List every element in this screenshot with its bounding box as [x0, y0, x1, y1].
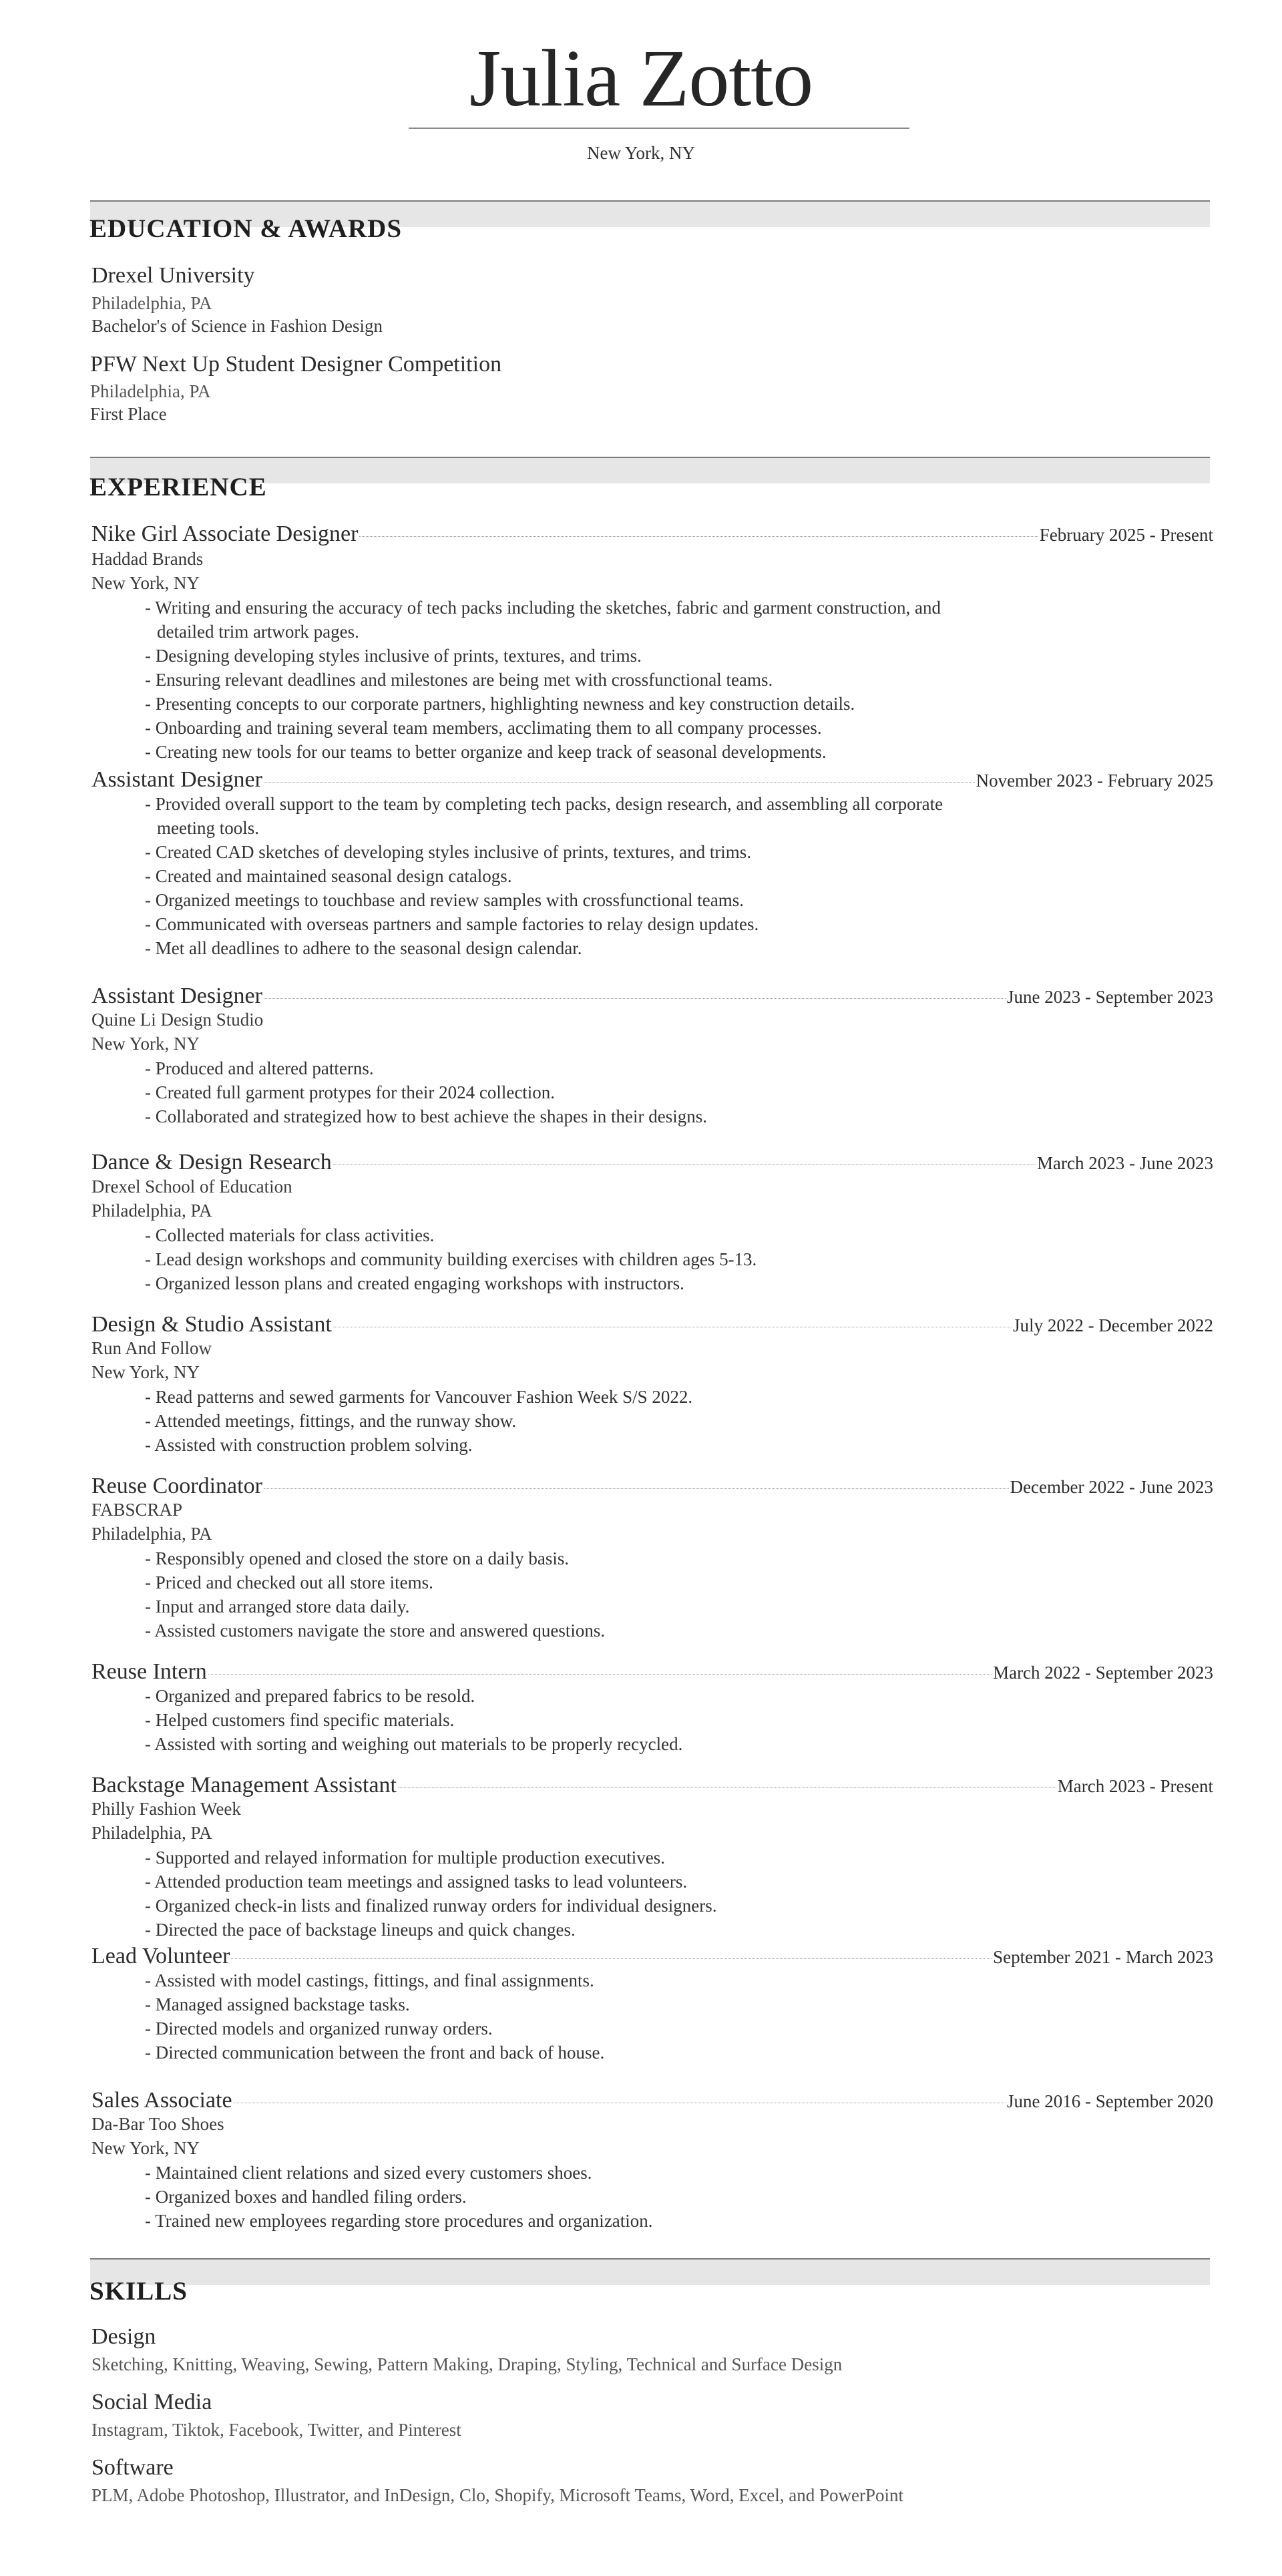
job-bullet-list: [145, 1223, 946, 1295]
job-location: New York, NY: [91, 1362, 200, 1382]
education-heading: EDUCATION & AWARDS: [89, 214, 403, 243]
job-bullet: - Collaborated and strategized how to best achieve the shapes in their designs.: [145, 1104, 946, 1128]
job-bullet: - Read patterns and sewed garments for Vancouver Fashion Week S/S 2022.: [145, 1385, 946, 1409]
job-bullet: - Produced and altered patterns.: [145, 1056, 946, 1080]
candidate-location: New York, NY: [586, 143, 695, 163]
award-title: PFW Next Up Student Designer Competition: [90, 352, 502, 377]
job-bullet: - Provided overall support to the team by completing tech packs, design research, and assembling all corporate meeting tools.: [145, 792, 946, 840]
dotted-leader: [264, 998, 1006, 999]
job-title: Design & Studio Assistant: [91, 1312, 332, 1337]
job-title-row: [91, 1149, 1213, 1176]
job-dates: June 2016 - September 2020: [1007, 2091, 1213, 2111]
job-bullet: - Responsibly opened and closed the store on a daily basis.: [145, 1546, 946, 1570]
skill-group-items: Sketching, Knitting, Weaving, Sewing, Pattern Making, Draping, Styling, Technical and Surface Design: [91, 2354, 843, 2374]
skill-group-name: Social Media: [91, 2390, 212, 2414]
job-company: Quine Li Design Studio: [91, 1010, 264, 1030]
job-bullet: - Organized and prepared fabrics to be resold.: [145, 1684, 946, 1708]
job-bullet-list: [145, 1684, 946, 1756]
education-title: Drexel University: [91, 263, 255, 288]
job-company: Da-Bar Too Shoes: [91, 2114, 224, 2134]
job-bullet: - Collected materials for class activities.: [145, 1223, 946, 1247]
dotted-leader: [208, 1674, 992, 1675]
job-bullet: - Organized lesson plans and created engaging workshops with instructors.: [145, 1271, 946, 1295]
job-bullet-list: [145, 792, 946, 960]
job-bullet: - Met all deadlines to adhere to the seasonal design calendar.: [145, 936, 946, 960]
job-bullet-list: [145, 1968, 946, 2065]
education-degree: Bachelor's of Science in Fashion Design: [91, 316, 383, 336]
job-title: Reuse Intern: [91, 1659, 207, 1684]
job-company: Haddad Brands: [91, 549, 204, 569]
job-company: Philly Fashion Week: [91, 1799, 241, 1819]
job-bullet-list: [145, 2161, 946, 2233]
job-title-row: [91, 1473, 1213, 1500]
job-bullet: - Helped customers find specific materials.: [145, 1708, 946, 1732]
job-title: Assistant Designer: [91, 984, 262, 1008]
job-bullet: - Designing developing styles inclusive of prints, textures, and trims.: [145, 644, 946, 668]
job-title-row: [91, 2087, 1213, 2114]
job-bullet: - Created full garment protypes for their 2024 collection.: [145, 1080, 946, 1104]
job-bullet-list: [145, 1546, 946, 1643]
job-bullet: - Input and arranged store data daily.: [145, 1594, 946, 1619]
job-dates: June 2023 - September 2023: [1007, 987, 1213, 1007]
job-title: Sales Associate: [91, 2088, 232, 2113]
job-title-row: [91, 521, 1213, 548]
skill-group-items: Instagram, Tiktok, Facebook, Twitter, and Pinterest: [91, 2420, 461, 2440]
job-bullet: - Attended production team meetings and assigned tasks to lead volunteers.: [145, 1870, 946, 1894]
job-location: Philadelphia, PA: [91, 1201, 212, 1221]
job-title-row: [91, 1943, 1213, 1970]
name-underline: [409, 128, 909, 129]
dotted-leader: [398, 1787, 1056, 1788]
candidate-name: Julia Zotto: [469, 33, 813, 124]
job-bullet: - Created CAD sketches of developing styles inclusive of prints, textures, and trims.: [145, 840, 946, 864]
job-title-row: [91, 1311, 1213, 1338]
job-bullet: - Assisted with construction problem solving.: [145, 1433, 946, 1457]
job-dates: December 2022 - June 2023: [1010, 1477, 1213, 1497]
job-bullet: - Directed communication between the front and back of house.: [145, 2041, 946, 2065]
award-result: First Place: [90, 404, 167, 424]
award-location: Philadelphia, PA: [90, 381, 211, 401]
job-bullet: - Directed models and organized runway orders.: [145, 2016, 946, 2041]
job-bullet: - Writing and ensuring the accuracy of tech packs including the sketches, fabric and garment construction, and detailed trim artwork pages.: [145, 596, 946, 644]
job-bullet: - Managed assigned backstage tasks.: [145, 1992, 946, 2016]
job-dates: February 2025 - Present: [1039, 525, 1213, 545]
job-dates: November 2023 - February 2025: [976, 771, 1213, 791]
dotted-leader: [359, 536, 1038, 537]
skills-section-band: [90, 2260, 1210, 2285]
job-dates: July 2022 - December 2022: [1013, 1315, 1213, 1335]
job-title: Lead Volunteer: [91, 1944, 230, 1968]
job-dates: September 2021 - March 2023: [993, 1947, 1213, 1967]
dotted-leader: [264, 1488, 1009, 1489]
job-bullet: - Presenting concepts to our corporate partners, highlighting newness and key construction details.: [145, 692, 946, 716]
job-company: Run And Follow: [91, 1338, 212, 1358]
skill-group-name: Design: [91, 2324, 156, 2349]
education-location: Philadelphia, PA: [91, 293, 212, 313]
job-title-row: [91, 1772, 1213, 1799]
job-title-row: [91, 1659, 1213, 1685]
job-dates: March 2023 - June 2023: [1037, 1153, 1213, 1173]
job-bullet: - Maintained client relations and sized every customers shoes.: [145, 2161, 946, 2185]
experience-heading: EXPERIENCE: [89, 473, 267, 501]
job-location: New York, NY: [91, 573, 200, 593]
job-dates: March 2023 - Present: [1057, 1776, 1213, 1796]
skill-group-items: PLM, Adobe Photoshop, Illustrator, and InDesign, Clo, Shopify, Microsoft Teams, Word, Excel, and PowerPoint: [91, 2485, 904, 2505]
job-bullet: - Communicated with overseas partners and sample factories to relay design updates.: [145, 912, 946, 936]
job-bullet: - Organized meetings to touchbase and review samples with crossfunctional teams.: [145, 888, 946, 912]
job-bullet: - Organized check-in lists and finalized runway orders for individual designers.: [145, 1894, 946, 1918]
job-title: Assistant Designer: [91, 767, 262, 792]
job-bullet: - Trained new employees regarding store procedures and organization.: [145, 2209, 946, 2233]
job-bullet-list: [145, 1385, 946, 1457]
job-bullet: - Organized boxes and handled filing orders.: [145, 2185, 946, 2209]
job-company: Drexel School of Education: [91, 1176, 292, 1197]
job-bullet: - Supported and relayed information for multiple production executives.: [145, 1846, 946, 1870]
job-title: Dance & Design Research: [91, 1150, 332, 1174]
job-location: Philadelphia, PA: [91, 1524, 212, 1544]
dotted-leader: [231, 1958, 992, 1959]
job-title: Nike Girl Associate Designer: [91, 521, 359, 546]
job-bullet: - Created and maintained seasonal design catalogs.: [145, 864, 946, 888]
job-dates: March 2022 - September 2023: [993, 1663, 1213, 1683]
job-bullet: - Assisted with sorting and weighing out materials to be properly recycled.: [145, 1732, 946, 1756]
skill-group-name: Software: [91, 2455, 174, 2480]
job-title-row: [91, 983, 1213, 1010]
job-title: Backstage Management Assistant: [91, 1773, 397, 1797]
skills-heading: SKILLS: [89, 2277, 188, 2306]
job-bullet: - Assisted customers navigate the store and answered questions.: [145, 1619, 946, 1643]
job-bullet: - Attended meetings, fittings, and the runway show.: [145, 1409, 946, 1433]
job-bullet: - Assisted with model castings, fittings, and final assignments.: [145, 1968, 946, 1992]
job-title-row: [91, 767, 1213, 793]
job-bullet: - Lead design workshops and community building exercises with children ages 5-13.: [145, 1247, 946, 1271]
job-bullet: - Creating new tools for our teams to better organize and keep track of seasonal developments.: [145, 740, 946, 764]
job-bullet-list: [145, 1846, 946, 1942]
job-bullet-list: [145, 596, 946, 764]
job-location: New York, NY: [91, 2138, 200, 2158]
job-bullet: - Ensuring relevant deadlines and milestones are being met with crossfunctional teams.: [145, 668, 946, 692]
dotted-leader: [333, 1164, 1036, 1165]
job-bullet: - Priced and checked out all store items.: [145, 1570, 946, 1594]
dotted-leader: [264, 782, 975, 783]
job-location: New York, NY: [91, 1034, 200, 1054]
job-title: Reuse Coordinator: [91, 1474, 262, 1498]
job-bullet: - Directed the pace of backstage lineups and quick changes.: [145, 1918, 946, 1942]
job-company: FABSCRAP: [91, 1500, 183, 1520]
job-bullet: - Onboarding and training several team members, acclimating them to all company processes.: [145, 716, 946, 740]
job-location: Philadelphia, PA: [91, 1823, 212, 1843]
job-bullet-list: [145, 1056, 946, 1128]
